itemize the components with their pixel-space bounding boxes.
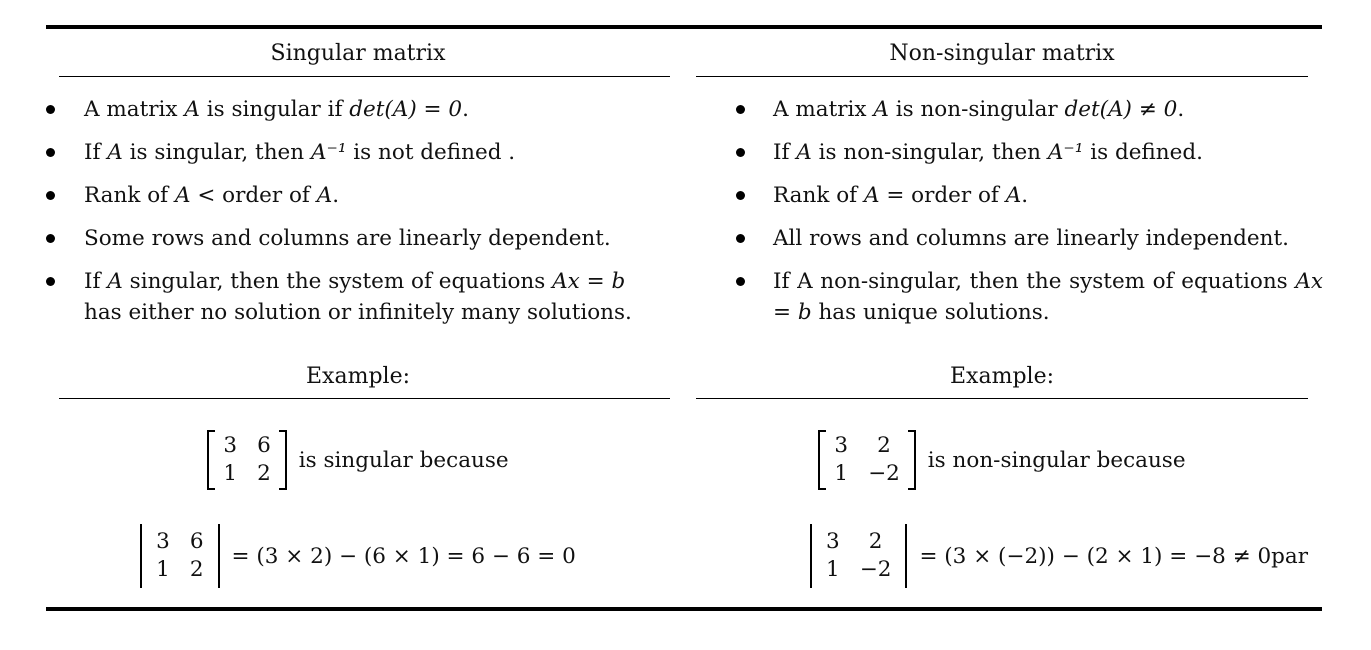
left-bar <box>140 524 142 588</box>
list-item: If A is non-singular, then A⁻¹ is defined. <box>696 137 1322 168</box>
singular-determinant-line <box>46 526 670 586</box>
singular-bullet-list <box>46 94 670 340</box>
nonsingular-matrix-line <box>696 430 1308 490</box>
bullet-icon <box>46 105 55 114</box>
nonsingular-determinant: 3 2 1 −2 <box>810 526 907 586</box>
bullet-icon <box>736 277 745 286</box>
list-item: If A non-singular, then the system of equations Ax = b has unique solutions. <box>696 266 1322 328</box>
bullet-icon <box>736 191 745 200</box>
left-bar <box>810 524 812 588</box>
list-item: Rank of A = order of A. <box>696 180 1322 211</box>
list-item: A matrix A is non-singular det(A) ≠ 0. <box>696 94 1322 125</box>
bullet-icon <box>736 234 745 243</box>
singular-heading: Singular matrix <box>270 41 446 66</box>
nonsingular-heading-rule <box>696 76 1308 77</box>
singular-example-rule <box>59 398 670 399</box>
nonsingular-matrix: 3 2 1 −2 <box>818 430 915 490</box>
nonsingular-example-label: Example: <box>950 364 1054 389</box>
right-bracket <box>279 430 287 490</box>
nonsingular-bullet-list <box>696 94 1322 340</box>
bullet-icon <box>46 191 55 200</box>
nonsingular-determinant-line <box>696 526 1308 586</box>
list-item: All rows and columns are linearly independent. <box>696 223 1322 254</box>
nonsingular-matrix-suffix: is non-singular because <box>927 447 1186 473</box>
list-item: Rank of A < order of A. <box>46 180 670 211</box>
list-item: Some rows and columns are linearly dependent. <box>46 223 670 254</box>
left-bracket <box>818 430 826 490</box>
singular-matrix-suffix: is singular because <box>298 447 509 473</box>
singular-det-equation: = (3 × 2) − (6 × 1) = 6 − 6 = 0 <box>231 543 576 569</box>
list-item: If A singular, then the system of equations Ax = b has either no solution or infinitely many solutions. <box>46 266 670 328</box>
list-item: If A is singular, then A⁻¹ is not defined . <box>46 137 670 168</box>
nonsingular-example-rule <box>696 398 1308 399</box>
singular-example-label: Example: <box>306 364 410 389</box>
nonsingular-heading: Non-singular matrix <box>889 41 1115 66</box>
bullet-icon <box>46 148 55 157</box>
singular-matrix: 3 6 1 2 <box>207 430 286 490</box>
right-bracket <box>908 430 916 490</box>
list-item: A matrix A is singular if det(A) = 0. <box>46 94 670 125</box>
table-bottom-rule <box>46 607 1322 611</box>
bullet-icon <box>46 234 55 243</box>
singular-matrix-line <box>46 430 670 490</box>
right-bar <box>905 524 907 588</box>
left-bracket <box>207 430 215 490</box>
bullet-icon <box>736 148 745 157</box>
bullet-icon <box>736 105 745 114</box>
singular-determinant: 3 6 1 2 <box>140 526 219 586</box>
nonsingular-det-equation: = (3 × (−2)) − (2 × 1) = −8 ≠ 0par <box>919 543 1308 569</box>
bullet-icon <box>46 277 55 286</box>
singular-heading-rule <box>59 76 670 77</box>
right-bar <box>218 524 220 588</box>
table-top-rule <box>46 25 1322 29</box>
